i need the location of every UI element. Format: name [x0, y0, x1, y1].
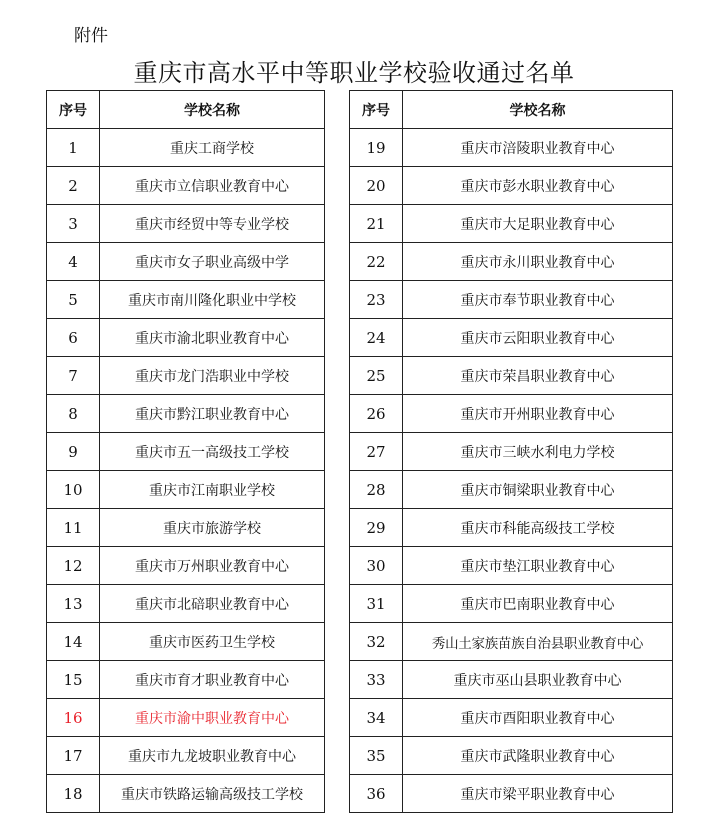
table-row — [350, 585, 673, 623]
table-row — [47, 357, 325, 395]
row-seq: 26 — [350, 395, 403, 433]
row-school-name: 重庆市武隆职业教育中心 — [403, 737, 673, 775]
row-seq: 10 — [47, 471, 100, 509]
table-row — [47, 433, 325, 471]
row-seq: 30 — [350, 547, 403, 585]
table-row — [47, 623, 325, 661]
row-school-name: 重庆市彭水职业教育中心 — [403, 167, 673, 205]
table-row — [350, 319, 673, 357]
row-school-name: 重庆市巴南职业教育中心 — [403, 585, 673, 623]
table-row — [47, 395, 325, 433]
table-row — [47, 585, 325, 623]
row-seq: 29 — [350, 509, 403, 547]
row-seq: 32 — [350, 623, 403, 661]
row-seq: 6 — [47, 319, 100, 357]
table-row — [350, 433, 673, 471]
row-seq: 15 — [47, 661, 100, 699]
table-row — [47, 471, 325, 509]
table-row — [47, 281, 325, 319]
table-row — [47, 737, 325, 775]
row-school-name: 重庆市立信职业教育中心 — [100, 167, 325, 205]
row-school-name: 重庆市开州职业教育中心 — [403, 395, 673, 433]
row-seq: 21 — [350, 205, 403, 243]
row-school-name: 重庆市九龙坡职业教育中心 — [100, 737, 325, 775]
row-school-name: 秀山土家族苗族自治县职业教育中心 — [403, 623, 673, 661]
row-school-name: 重庆市奉节职业教育中心 — [403, 281, 673, 319]
row-seq: 14 — [47, 623, 100, 661]
row-seq: 20 — [350, 167, 403, 205]
row-school-name: 重庆市荣昌职业教育中心 — [403, 357, 673, 395]
row-school-name: 重庆市永川职业教育中心 — [403, 243, 673, 281]
row-seq: 5 — [47, 281, 100, 319]
row-school-name: 重庆市铜梁职业教育中心 — [403, 471, 673, 509]
school-table-right — [349, 90, 673, 813]
table-row — [350, 661, 673, 699]
table-row — [47, 167, 325, 205]
table-header-row — [350, 91, 673, 129]
row-seq: 35 — [350, 737, 403, 775]
row-seq: 22 — [350, 243, 403, 281]
table-row — [350, 281, 673, 319]
table-row — [350, 699, 673, 737]
row-school-name: 重庆市酉阳职业教育中心 — [403, 699, 673, 737]
row-school-name: 重庆市云阳职业教育中心 — [403, 319, 673, 357]
row-seq: 2 — [47, 167, 100, 205]
row-school-name: 重庆市铁路运输高级技工学校 — [100, 775, 325, 813]
table-row — [350, 205, 673, 243]
row-school-name: 重庆市科能高级技工学校 — [403, 509, 673, 547]
row-school-name: 重庆市大足职业教育中心 — [403, 205, 673, 243]
row-seq: 1 — [47, 129, 100, 167]
row-seq: 12 — [47, 547, 100, 585]
row-school-name: 重庆市万州职业教育中心 — [100, 547, 325, 585]
row-school-name: 重庆市江南职业学校 — [100, 471, 325, 509]
document-title: 重庆市高水平中等职业学校验收通过名单 — [133, 59, 575, 87]
row-seq: 34 — [350, 699, 403, 737]
table-row — [47, 129, 325, 167]
table-row — [350, 167, 673, 205]
row-school-name: 重庆市涪陵职业教育中心 — [403, 129, 673, 167]
row-school-name: 重庆市北碚职业教育中心 — [100, 585, 325, 623]
row-seq: 7 — [47, 357, 100, 395]
row-school-name: 重庆市渝中职业教育中心 — [100, 699, 325, 737]
table-row — [350, 129, 673, 167]
school-table-left — [46, 90, 325, 813]
attachment-label: 附件 — [74, 26, 108, 46]
row-seq: 3 — [47, 205, 100, 243]
table-row — [47, 205, 325, 243]
row-school-name: 重庆市女子职业高级中学 — [100, 243, 325, 281]
table-row — [350, 471, 673, 509]
row-school-name: 重庆市南川隆化职业中学校 — [100, 281, 325, 319]
table-row — [350, 623, 673, 661]
table-row — [350, 775, 673, 813]
row-seq: 33 — [350, 661, 403, 699]
table-header-row — [47, 91, 325, 129]
row-seq: 17 — [47, 737, 100, 775]
row-seq: 27 — [350, 433, 403, 471]
header-seq: 序号 — [47, 91, 100, 129]
row-school-name: 重庆市五一高级技工学校 — [100, 433, 325, 471]
row-seq: 8 — [47, 395, 100, 433]
row-seq: 28 — [350, 471, 403, 509]
table-row — [350, 737, 673, 775]
row-seq: 24 — [350, 319, 403, 357]
row-school-name: 重庆市医药卫生学校 — [100, 623, 325, 661]
row-seq: 25 — [350, 357, 403, 395]
table-row — [350, 243, 673, 281]
row-school-name: 重庆市巫山县职业教育中心 — [403, 661, 673, 699]
table-row — [47, 775, 325, 813]
header-seq: 序号 — [350, 91, 403, 129]
table-row — [47, 661, 325, 699]
row-school-name: 重庆市垫江职业教育中心 — [403, 547, 673, 585]
table-row — [47, 699, 325, 737]
row-school-name: 重庆市旅游学校 — [100, 509, 325, 547]
row-seq: 18 — [47, 775, 100, 813]
table-row — [350, 547, 673, 585]
table-row — [47, 319, 325, 357]
table-row — [47, 547, 325, 585]
table-row — [350, 395, 673, 433]
row-school-name: 重庆工商学校 — [100, 129, 325, 167]
table-row — [350, 509, 673, 547]
row-school-name: 重庆市经贸中等专业学校 — [100, 205, 325, 243]
header-school-name: 学校名称 — [100, 91, 325, 129]
row-school-name: 重庆市梁平职业教育中心 — [403, 775, 673, 813]
row-school-name: 重庆市育才职业教育中心 — [100, 661, 325, 699]
row-seq: 16 — [47, 699, 100, 737]
row-seq: 4 — [47, 243, 100, 281]
row-seq: 19 — [350, 129, 403, 167]
row-seq: 36 — [350, 775, 403, 813]
header-school-name: 学校名称 — [403, 91, 673, 129]
row-seq: 13 — [47, 585, 100, 623]
table-row — [350, 357, 673, 395]
row-school-name: 重庆市三峡水利电力学校 — [403, 433, 673, 471]
row-seq: 9 — [47, 433, 100, 471]
row-seq: 31 — [350, 585, 403, 623]
row-school-name: 重庆市渝北职业教育中心 — [100, 319, 325, 357]
table-row — [47, 243, 325, 281]
row-school-name: 重庆市黔江职业教育中心 — [100, 395, 325, 433]
table-row — [47, 509, 325, 547]
row-school-name: 重庆市龙门浩职业中学校 — [100, 357, 325, 395]
row-seq: 11 — [47, 509, 100, 547]
row-seq: 23 — [350, 281, 403, 319]
